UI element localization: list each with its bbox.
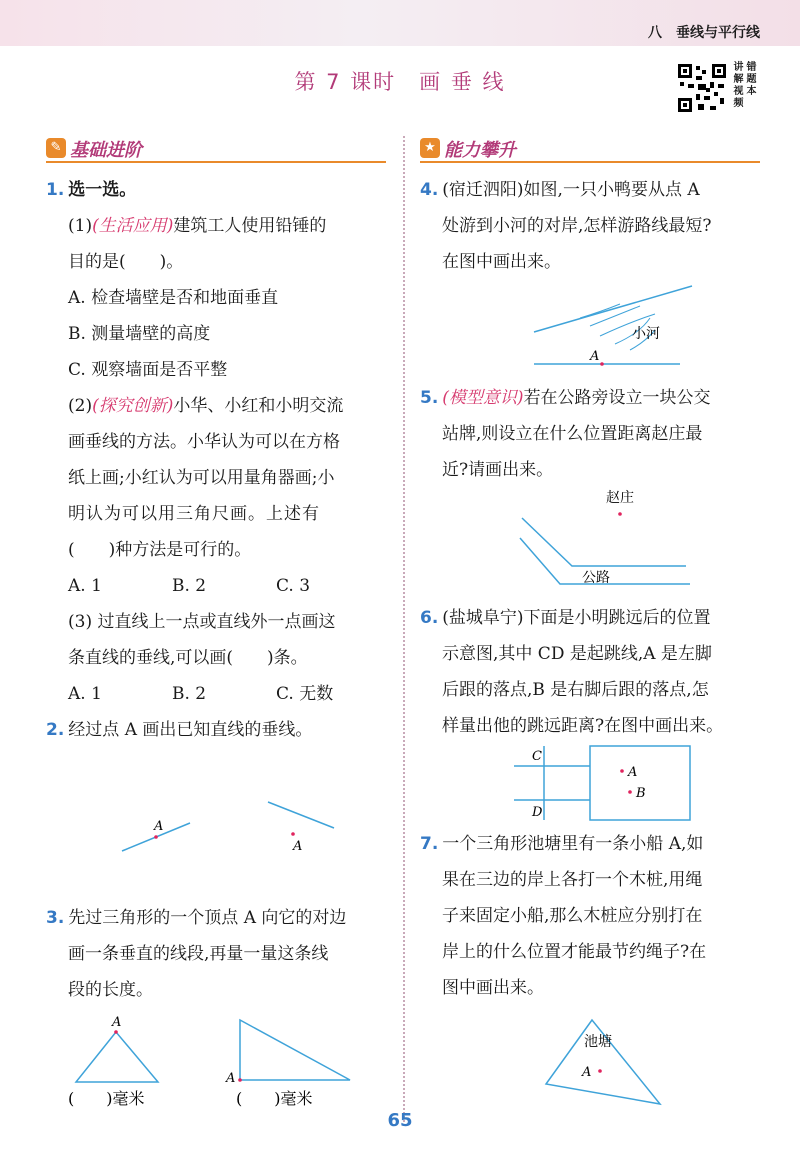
q1-s2-options: A. 1 B. 2 C. 3 bbox=[68, 576, 311, 596]
q7-pond-label: 池塘 bbox=[584, 1034, 612, 1050]
q7-text: 7. 一个三角形池塘里有一条小船 A,如 果在三边的岸上各打一个木桩,用绳 子来固定小船,那么木桩应分别打在 岸上的什么位置才能最节约绳子?在 图中画出来。 bbox=[420, 834, 707, 998]
q1-option-c: C. 观察墙面是否平整 bbox=[68, 360, 228, 380]
q2-line-2 bbox=[268, 802, 334, 828]
q3-text: 3. 先过三角形的一个顶点 A 向它的对边 画一条垂直的线段,再量一量这条线 段的长度。 bbox=[46, 908, 347, 1000]
q6-label-d: D bbox=[532, 805, 543, 820]
section-header-advanced: ★ 能力攀升 bbox=[420, 134, 760, 164]
qr-code-icon[interactable] bbox=[676, 62, 728, 114]
q2-figure bbox=[110, 790, 350, 870]
qr-label: 讲 错 解 题 视 本 频 bbox=[733, 62, 757, 109]
q1-option-b: B. 测量墙壁的高度 bbox=[68, 324, 211, 344]
q4-label-a: A bbox=[590, 349, 600, 364]
q1-option-a: A. 检查墙壁是否和地面垂直 bbox=[68, 288, 279, 308]
q2-label-a2: A bbox=[293, 839, 303, 854]
section-header-basic: ✎ 基础进阶 bbox=[46, 134, 386, 164]
q7-pond-triangle bbox=[546, 1020, 660, 1104]
left-column: 1. 选一选。 (1)(生活应用)建筑工人使用铅锤的 目的是( )。 A. 检查墙壁是否和地面垂直 B. 测量墙壁的高度 C. 观察墙面是否平整 (2)(探究创新)小华、小红和小明交流 画垂线的方法。小华认为可以在方格 纸上画;小红认为可以用量角器画;小 明认为可以用三角尺画。上述有 ( )种方法是可行的。 A. 1 B. 2 C. 3 (3) 过直线上一点或直线外一点画这 条直线的垂线,可以画( )条。 A. 1 B. 2 C. 无数 2. 经过点 A 画出已知直线的垂线。 bbox=[46, 172, 391, 748]
q5-text: 5. (模型意识)若在公路旁设立一块公交 站牌,则设立在什么位置距离赵庄最 近?请画出来。 bbox=[420, 388, 711, 480]
q4-bank-top bbox=[534, 286, 692, 332]
q3-answer-2: ( )毫米 bbox=[236, 1089, 313, 1108]
column-divider bbox=[403, 136, 405, 1126]
q3-triangle-1 bbox=[76, 1032, 158, 1082]
q6-label-a: A bbox=[628, 765, 638, 780]
q5-village-label: 赵庄 bbox=[606, 490, 634, 506]
q3-label-a1: A bbox=[112, 1015, 122, 1030]
trophy-icon: ★ bbox=[420, 138, 440, 158]
q1-s3-options: A. 1 B. 2 C. 无数 bbox=[68, 684, 334, 704]
lesson-title: 第 7 课时 画 垂 线 bbox=[294, 70, 506, 94]
q2-point-a1 bbox=[154, 835, 158, 839]
q4-river-label: 小河 bbox=[632, 326, 660, 342]
q5-road-label: 公路 bbox=[582, 570, 610, 586]
page-number: 65 bbox=[387, 1110, 413, 1131]
q7-pond-figure bbox=[540, 1014, 670, 1110]
q5-road-figure bbox=[510, 486, 700, 590]
chapter-title: 八 垂线与平行线 bbox=[648, 25, 760, 41]
q6-label-c: C bbox=[532, 749, 542, 764]
q1-title: 1. 选一选。 bbox=[46, 180, 137, 200]
q6-pit bbox=[590, 746, 690, 820]
q4-text: 4. (宿迁泗阳)如图,一只小鸭要从点 A 处游到小河的对岸,怎样游路线最短? 在图中画出来。 bbox=[420, 180, 712, 272]
q2-label-a1: A bbox=[154, 819, 164, 834]
q3-answer-1: ( )毫米 bbox=[68, 1089, 145, 1108]
q6-text: 6. (盐城阜宁)下面是小明跳远后的位置 示意图,其中 CD 是起跳线,A 是左脚 后跟的落点,B 是右脚后跟的落点,怎 样量出他的跳远距离?在图中画出来。 bbox=[420, 608, 724, 736]
q3-triangle-2 bbox=[240, 1020, 350, 1080]
q3-figure bbox=[60, 1010, 380, 1110]
q6-label-b: B bbox=[636, 786, 646, 801]
q3-label-a2: A bbox=[226, 1071, 236, 1086]
q2-point-a2 bbox=[291, 832, 295, 836]
q5-road-line-1 bbox=[522, 518, 686, 566]
pencil-icon: ✎ bbox=[46, 138, 66, 158]
q2-text: 2. 经过点 A 画出已知直线的垂线。 bbox=[46, 720, 313, 740]
q4-river-figure bbox=[520, 278, 700, 370]
q7-label-a: A bbox=[582, 1065, 592, 1080]
q6-jump-figure bbox=[510, 742, 700, 828]
